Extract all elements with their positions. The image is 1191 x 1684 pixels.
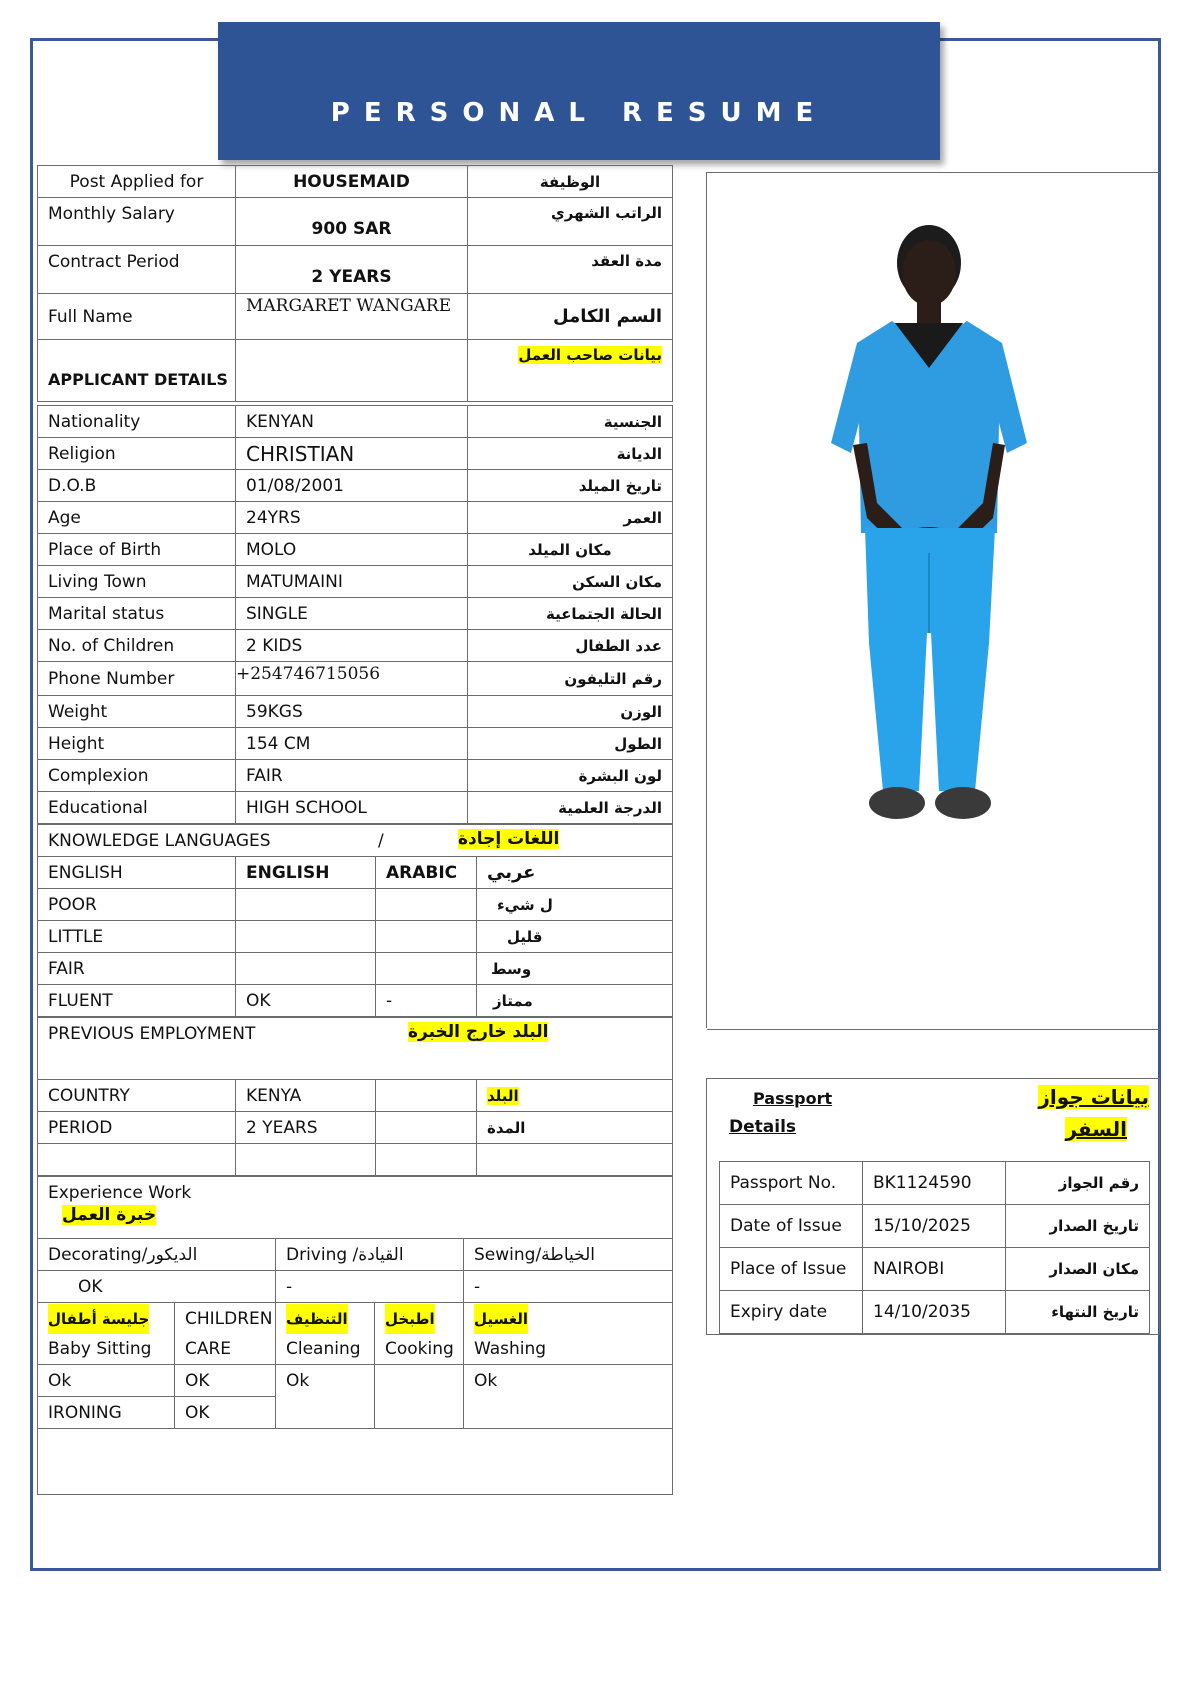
post-value: HOUSEMAID — [236, 166, 468, 198]
employment-header — [38, 1018, 673, 1080]
table-row — [38, 857, 673, 889]
table-row — [38, 1080, 673, 1112]
table-row — [38, 470, 673, 502]
table-row — [38, 502, 673, 534]
lang-arabic-value — [376, 953, 477, 985]
exp-sewing: Sewing/الخياطة — [464, 1239, 673, 1271]
exp-children-value: OK — [175, 1365, 276, 1397]
exp-decorating: Decorating/الديكور — [38, 1239, 276, 1271]
employment-empty — [477, 1144, 673, 1176]
detail-label: Complexion — [38, 760, 236, 792]
detail-value: FAIR — [236, 760, 468, 792]
passport-value: NAIROBI — [863, 1248, 1006, 1291]
detail-label-ar: تاريخ الميلد — [468, 470, 673, 502]
table-row — [38, 662, 673, 696]
lang-col-label: ENGLISH — [38, 857, 236, 889]
lang-arabic-value — [376, 889, 477, 921]
detail-value: +254746715056 — [236, 662, 468, 696]
exp-baby-ar: جليسة أطفال — [48, 1304, 149, 1334]
detail-label-ar: مكان السكن — [468, 566, 673, 598]
table-row — [38, 760, 673, 792]
detail-label: Place of Birth — [38, 534, 236, 566]
exp-cleaning — [276, 1303, 375, 1365]
salary-value: 900 SAR — [236, 198, 468, 246]
exp-washing-value: Ok — [464, 1365, 673, 1429]
photo-caption-row — [707, 1029, 1160, 1080]
passport-title-1: Passport — [753, 1089, 833, 1108]
table-row — [38, 1303, 673, 1365]
detail-label: No. of Children — [38, 630, 236, 662]
passport-label: Place of Issue — [720, 1248, 863, 1291]
detail-value: HIGH SCHOOL — [236, 792, 468, 824]
table-row — [720, 1205, 1150, 1248]
detail-label: Nationality — [38, 406, 236, 438]
fullname-value: MARGARET WANGARE — [236, 294, 468, 340]
exp-cooking-label: Cooking — [385, 1338, 454, 1359]
table-row — [38, 1239, 673, 1271]
table-row — [720, 1162, 1150, 1205]
exp-baby-sitting — [38, 1303, 175, 1365]
experience-empty-row — [38, 1429, 673, 1495]
passport-title-2: Details — [729, 1117, 797, 1137]
detail-value: MATUMAINI — [236, 566, 468, 598]
exp-driving: Driving /القيادة — [276, 1239, 464, 1271]
employment-value: 2 YEARS — [236, 1112, 376, 1144]
exp-cooking — [375, 1303, 464, 1365]
passport-title-ar-2: السفر — [1065, 1117, 1127, 1141]
applicant-details-label-ar — [468, 340, 673, 402]
passport-label: Date of Issue — [720, 1205, 863, 1248]
table-row — [38, 598, 673, 630]
contract-value: 2 YEARS — [236, 246, 468, 294]
lang-level-label: FLUENT — [38, 985, 236, 1017]
exp-cleaning-label: Cleaning — [286, 1338, 361, 1359]
table-row — [38, 1144, 673, 1176]
detail-label: Height — [38, 728, 236, 760]
detail-value: SINGLE — [236, 598, 468, 630]
detail-value: MOLO — [236, 534, 468, 566]
page-title: PERSONAL RESUME — [330, 98, 828, 128]
table-row — [38, 534, 673, 566]
detail-label-ar: مكان الميلد — [468, 534, 673, 566]
languages-table — [37, 824, 673, 1017]
detail-value: KENYAN — [236, 406, 468, 438]
table-row — [38, 294, 673, 340]
detail-value: CHRISTIAN — [236, 438, 468, 470]
exp-children-care — [175, 1303, 276, 1365]
fullname-label-ar: السم الكامل — [468, 294, 673, 340]
passport-label-ar: مكان الصدار — [1006, 1248, 1150, 1291]
post-label-ar: الوظيفة — [468, 166, 673, 198]
passport-value: 14/10/2035 — [863, 1291, 1006, 1334]
detail-label-ar: الوزن — [468, 696, 673, 728]
lang-level-label: LITTLE — [38, 921, 236, 953]
lang-english-value: OK — [236, 985, 376, 1017]
table-row — [38, 792, 673, 824]
lang-level-label: FAIR — [38, 953, 236, 985]
table-row — [38, 166, 673, 198]
employment-empty — [376, 1144, 477, 1176]
passport-value: 15/10/2025 — [863, 1205, 1006, 1248]
table-row — [38, 825, 673, 857]
detail-label: Living Town — [38, 566, 236, 598]
employment-empty — [376, 1112, 477, 1144]
employment-empty — [236, 1144, 376, 1176]
detail-label-ar: العمر — [468, 502, 673, 534]
table-row — [720, 1291, 1150, 1334]
experience-table — [37, 1176, 673, 1495]
detail-label: Religion — [38, 438, 236, 470]
lang-col-english: ENGLISH — [236, 857, 376, 889]
detail-value: 01/08/2001 — [236, 470, 468, 502]
employment-table — [37, 1017, 673, 1176]
table-row — [38, 696, 673, 728]
exp-driving-value: - — [276, 1271, 464, 1303]
table-row — [38, 1429, 673, 1495]
lang-level-ar: قليل — [477, 921, 673, 953]
table-row — [38, 340, 673, 402]
table-row — [38, 438, 673, 470]
salary-label-ar: الراتب الشهري — [468, 198, 673, 246]
exp-ironing-value: OK — [175, 1397, 276, 1429]
detail-label: Marital status — [38, 598, 236, 630]
table-row — [38, 1177, 673, 1239]
applicant-details-ar-text: بيانات صاحب العمل — [518, 346, 662, 364]
exp-washing-label: Washing — [474, 1338, 547, 1359]
lang-level-ar: ل شيء — [477, 889, 673, 921]
detail-label-ar: لون البشرة — [468, 760, 673, 792]
applicant-details-value — [236, 340, 468, 402]
table-row — [38, 1018, 673, 1080]
exp-sewing-value: - — [464, 1271, 673, 1303]
lang-english-value — [236, 953, 376, 985]
contract-label: Contract Period — [38, 246, 236, 294]
employment-label-ar-text: البلد — [487, 1086, 519, 1105]
table-row — [720, 1248, 1150, 1291]
salary-label: Monthly Salary — [38, 198, 236, 246]
experience-header — [38, 1177, 673, 1239]
passport-table — [719, 1161, 1150, 1334]
employment-empty — [376, 1080, 477, 1112]
applicant-details-label: APPLICANT DETAILS — [38, 340, 236, 402]
lang-english-value — [236, 889, 376, 921]
lang-level-label: POOR — [38, 889, 236, 921]
detail-label-ar: الدرجة العلمية — [468, 792, 673, 824]
job-table — [37, 165, 673, 402]
table-row — [38, 246, 673, 294]
post-label: Post Applied for — [38, 166, 236, 198]
passport-value: BK1124590 — [863, 1162, 1006, 1205]
lang-col-arabic: ARABIC — [376, 857, 477, 889]
applicant-form — [37, 165, 672, 1495]
lang-arabic-value — [376, 921, 477, 953]
lang-arabic-value: - — [376, 985, 477, 1017]
passport-label-ar: تاريخ النتهاء — [1006, 1291, 1150, 1334]
detail-label-ar: رقم التليفون — [468, 662, 673, 696]
exp-decorating-value: OK — [38, 1271, 276, 1303]
detail-label-ar: الحالة الجتماعية — [468, 598, 673, 630]
employment-empty — [38, 1144, 236, 1176]
table-row — [38, 728, 673, 760]
employment-title-ar: البلد خارج الخبرة — [408, 1022, 549, 1042]
languages-title: KNOWLEDGE LANGUAGES — [48, 830, 271, 851]
passport-label-ar: رقم الجواز — [1006, 1162, 1150, 1205]
table-row — [38, 1271, 673, 1303]
detail-label-ar: الطول — [468, 728, 673, 760]
experience-title: Experience Work — [48, 1183, 192, 1203]
lang-col-ar: عربي — [477, 857, 673, 889]
exp-baby-label: Baby Sitting — [48, 1338, 152, 1359]
detail-value: 59KGS — [236, 696, 468, 728]
contract-label-ar: مدة العقد — [468, 246, 673, 294]
detail-value: 154 CM — [236, 728, 468, 760]
passport-label: Expiry date — [720, 1291, 863, 1334]
employment-label: COUNTRY — [38, 1080, 236, 1112]
exp-ironing: IRONING — [38, 1397, 175, 1429]
employment-label-ar: المدة — [477, 1112, 673, 1144]
table-row — [38, 889, 673, 921]
passport-title-ar-1: بيانات جواز — [1038, 1085, 1149, 1109]
detail-label: Phone Number — [38, 662, 236, 696]
exp-baby-value: Ok — [38, 1365, 175, 1397]
employment-value: KENYA — [236, 1080, 376, 1112]
detail-label-ar: الديانة — [468, 438, 673, 470]
detail-label: Weight — [38, 696, 236, 728]
table-row — [38, 198, 673, 246]
lang-level-ar: وسط — [477, 953, 673, 985]
title-banner — [218, 22, 940, 160]
languages-slash: / — [378, 831, 384, 851]
experience-title-ar-row — [62, 1205, 662, 1225]
employment-label: PERIOD — [38, 1112, 236, 1144]
table-row — [38, 1365, 673, 1397]
languages-title-ar: اللغات إجادة — [458, 829, 560, 849]
passport-panel — [706, 1078, 1160, 1335]
detail-label-ar: الجنسية — [468, 406, 673, 438]
photo-panel — [706, 172, 1160, 1028]
table-row — [38, 630, 673, 662]
detail-label: Educational — [38, 792, 236, 824]
details-table — [37, 405, 673, 824]
exp-cleaning-ar: التنظيف — [286, 1304, 348, 1334]
exp-washing-ar: الغسيل — [474, 1304, 528, 1334]
table-row — [38, 985, 673, 1017]
detail-value: 24YRS — [236, 502, 468, 534]
employment-label-ar — [477, 1080, 673, 1112]
exp-children-line2: CARE — [185, 1338, 232, 1359]
exp-cooking-ar: اطبخل — [385, 1304, 435, 1334]
employment-title: PREVIOUS EMPLOYMENT — [48, 1024, 256, 1044]
applicant-photo — [707, 173, 1161, 1029]
table-row — [38, 1112, 673, 1144]
exp-cooking-value — [375, 1365, 464, 1429]
table-row — [38, 566, 673, 598]
languages-header — [38, 825, 673, 857]
detail-label: D.O.B — [38, 470, 236, 502]
table-row — [38, 953, 673, 985]
experience-title-ar: خبرة العمل — [62, 1205, 157, 1225]
detail-label-ar: عدد الطفال — [468, 630, 673, 662]
passport-label-ar: تاريخ الصدار — [1006, 1205, 1150, 1248]
table-row — [38, 921, 673, 953]
detail-label: Age — [38, 502, 236, 534]
exp-washing — [464, 1303, 673, 1365]
lang-level-ar: ممتاز — [477, 985, 673, 1017]
fullname-label: Full Name — [38, 294, 236, 340]
lang-english-value — [236, 921, 376, 953]
detail-value: 2 KIDS — [236, 630, 468, 662]
exp-cleaning-value: Ok — [276, 1365, 375, 1429]
table-row — [38, 406, 673, 438]
passport-label: Passport No. — [720, 1162, 863, 1205]
passport-header — [719, 1079, 1149, 1161]
exp-children-line1: CHILDREN — [185, 1308, 273, 1329]
